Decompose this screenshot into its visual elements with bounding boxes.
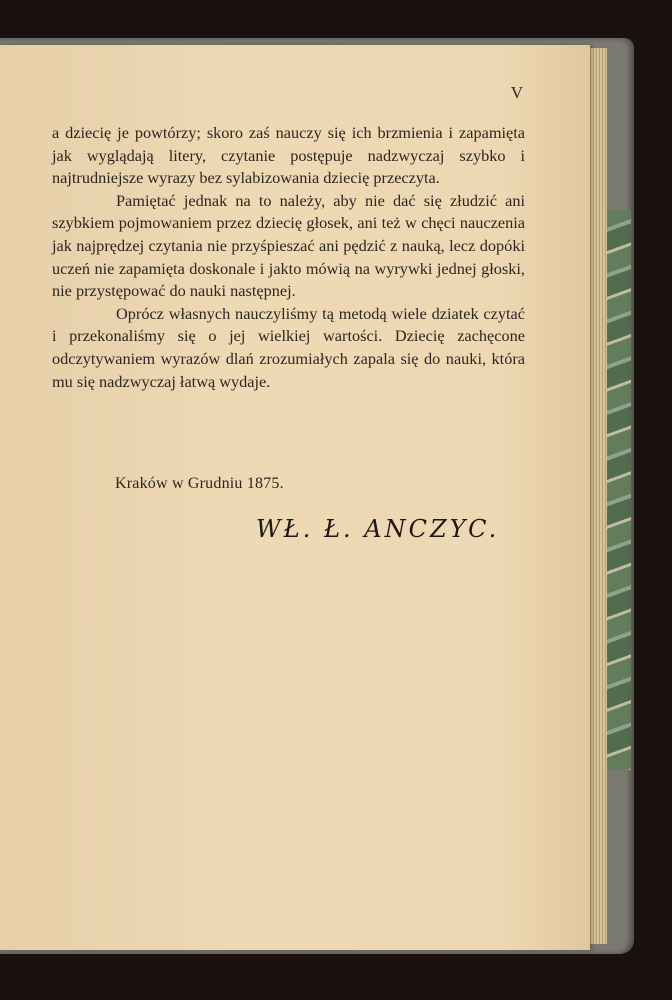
book-page [0, 45, 590, 950]
paragraph-3: Oprócz własnych nauczyliśmy tą metodą wiele dziatek czytać i przekonaliśmy się o jej wielkiej wartości. Dziecię zachęcone odczytywaniem wyrazów dlań zrozumiałych zapala się do nauki, która mu się nadzwyczaj łatwą wydaje. [52, 303, 525, 391]
page-number: V [510, 83, 524, 102]
body-text [52, 122, 525, 393]
marbled-edge [603, 210, 631, 770]
paragraph-1: a dziecię je powtórzy; skoro zaś nauczy się ich brzmienia i zapamięta jak wyglądają litery, czytanie postępuje nadzwyczaj szybko i najtrudniejsze wyrazy bez sylabizowania dziecię przeczyta. [52, 123, 525, 188]
author-signature: WŁ. Ł. ANCZYC. [256, 515, 500, 543]
date-line: Kraków w Grudniu 1875. [115, 475, 284, 492]
paragraph-2: Pamiętać jednak na to należy, aby nie dać się złudzić ani szybkiem pojmowaniem przez dziecię głosek, ani też w chęci nauczenia jak najprędzej czytania nie przyśpieszać ani pędzić z nauką, lecz dopóki uczeń nie zapamięta doskonale i jakto mówią na wyrywki jednej głoski, nie przystępować do nauki następnej. [52, 190, 525, 301]
